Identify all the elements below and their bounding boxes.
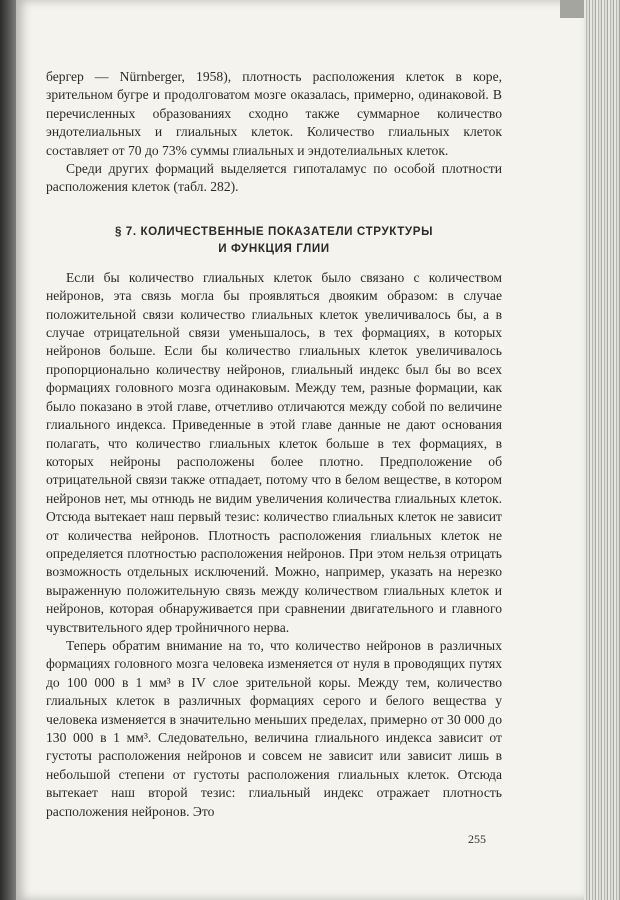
section-heading-line-2: И ФУНКЦИЯ ГЛИИ: [218, 241, 330, 255]
page-number: 255: [468, 832, 486, 846]
page-text-block: [46, 68, 502, 821]
body-paragraph-1: Если бы количество глиальных клеток было связано с количеством нейронов, эта связь могла бы проявляться двояким образом: в случае положительной связи количество глиальных клеток увеличивалось бы, а в случае отрицательной связи уменьшалось, в тех формациях, в которых нейронов больше. Если бы количество глиальных клеток увеличивалось пропорционально количеству нейронов, глиальный индекс был бы во всех формациях головного мозга одинаковым. Между тем, разные формации, как было показано в этой главе, отчетливо отличаются между собой по величине глиального индекса. Приведенные в этой главе данные не дают основания полагать, что количество глиальных клеток больше в тех формациях, в которых нейроны расположены более плотно. Предположение об отрицательной связи также отпадает, потому что в белом веществе, в котором нейронов нет, мы отнюдь не видим увеличения количества глиальных клеток. Отсюда вытекает наш первый тезис: количество глиальных клеток не зависит от количества нейронов. Плотность расположения глиальных клеток не определяется плотностью расположения нейронов. При этом нельзя отрицать возможность отдельных исключений. Можно, например, указать на нерезко выраженную положительную связь между количеством глиальных клеток и нейронов, которая обнаруживается при сравнении двигательного и главного чувствительного ядер тройничного нерва.: [46, 269, 502, 635]
body-paragraph-2: Теперь обратим внимание на то, что количество нейронов в различных формациях головного мозга человека изменяется от нуля в проводящих путях до 100 000 в 1 мм³ в IV слое зрительной коры. Между тем, количество глиальных клеток в различных формациях серого и белого вещества у человека изменяется в значительно меньших пределах, примерно от 30 000 до 130 000 в 1 мм³. Следовательно, величина глиального индекса зависит от густоты расположения нейронов и совсем не зависит или зависит лишь в небольшой степени от густоты расположения глиальных клеток. Отсюда вытекает наш второй тезис: глиальный индекс отражает плотность расположения нейронов. Это: [46, 637, 502, 819]
section-heading: [46, 223, 502, 257]
intro-paragraph: бергер — Nürnberger, 1958), плотность расположения клеток в коре, зрительном бугре и продолговатом мозге оказалась, примерно, одинаковой. В перечисленных образованиях сходно также суммарное количество эндотелиальных и глиальных клеток. Количество глиальных клеток составляет от 70 до 73% суммы глиальных и эндотелиальных клеток.: [46, 69, 502, 158]
page-edges: [584, 0, 620, 900]
section-heading-line-1: § 7. КОЛИЧЕСТВЕННЫЕ ПОКАЗАТЕЛИ СТРУКТУРЫ: [114, 224, 434, 238]
second-paragraph: Среди других формаций выделяется гипоталамус по особой плотности расположения клеток (табл. 282).: [46, 161, 502, 195]
